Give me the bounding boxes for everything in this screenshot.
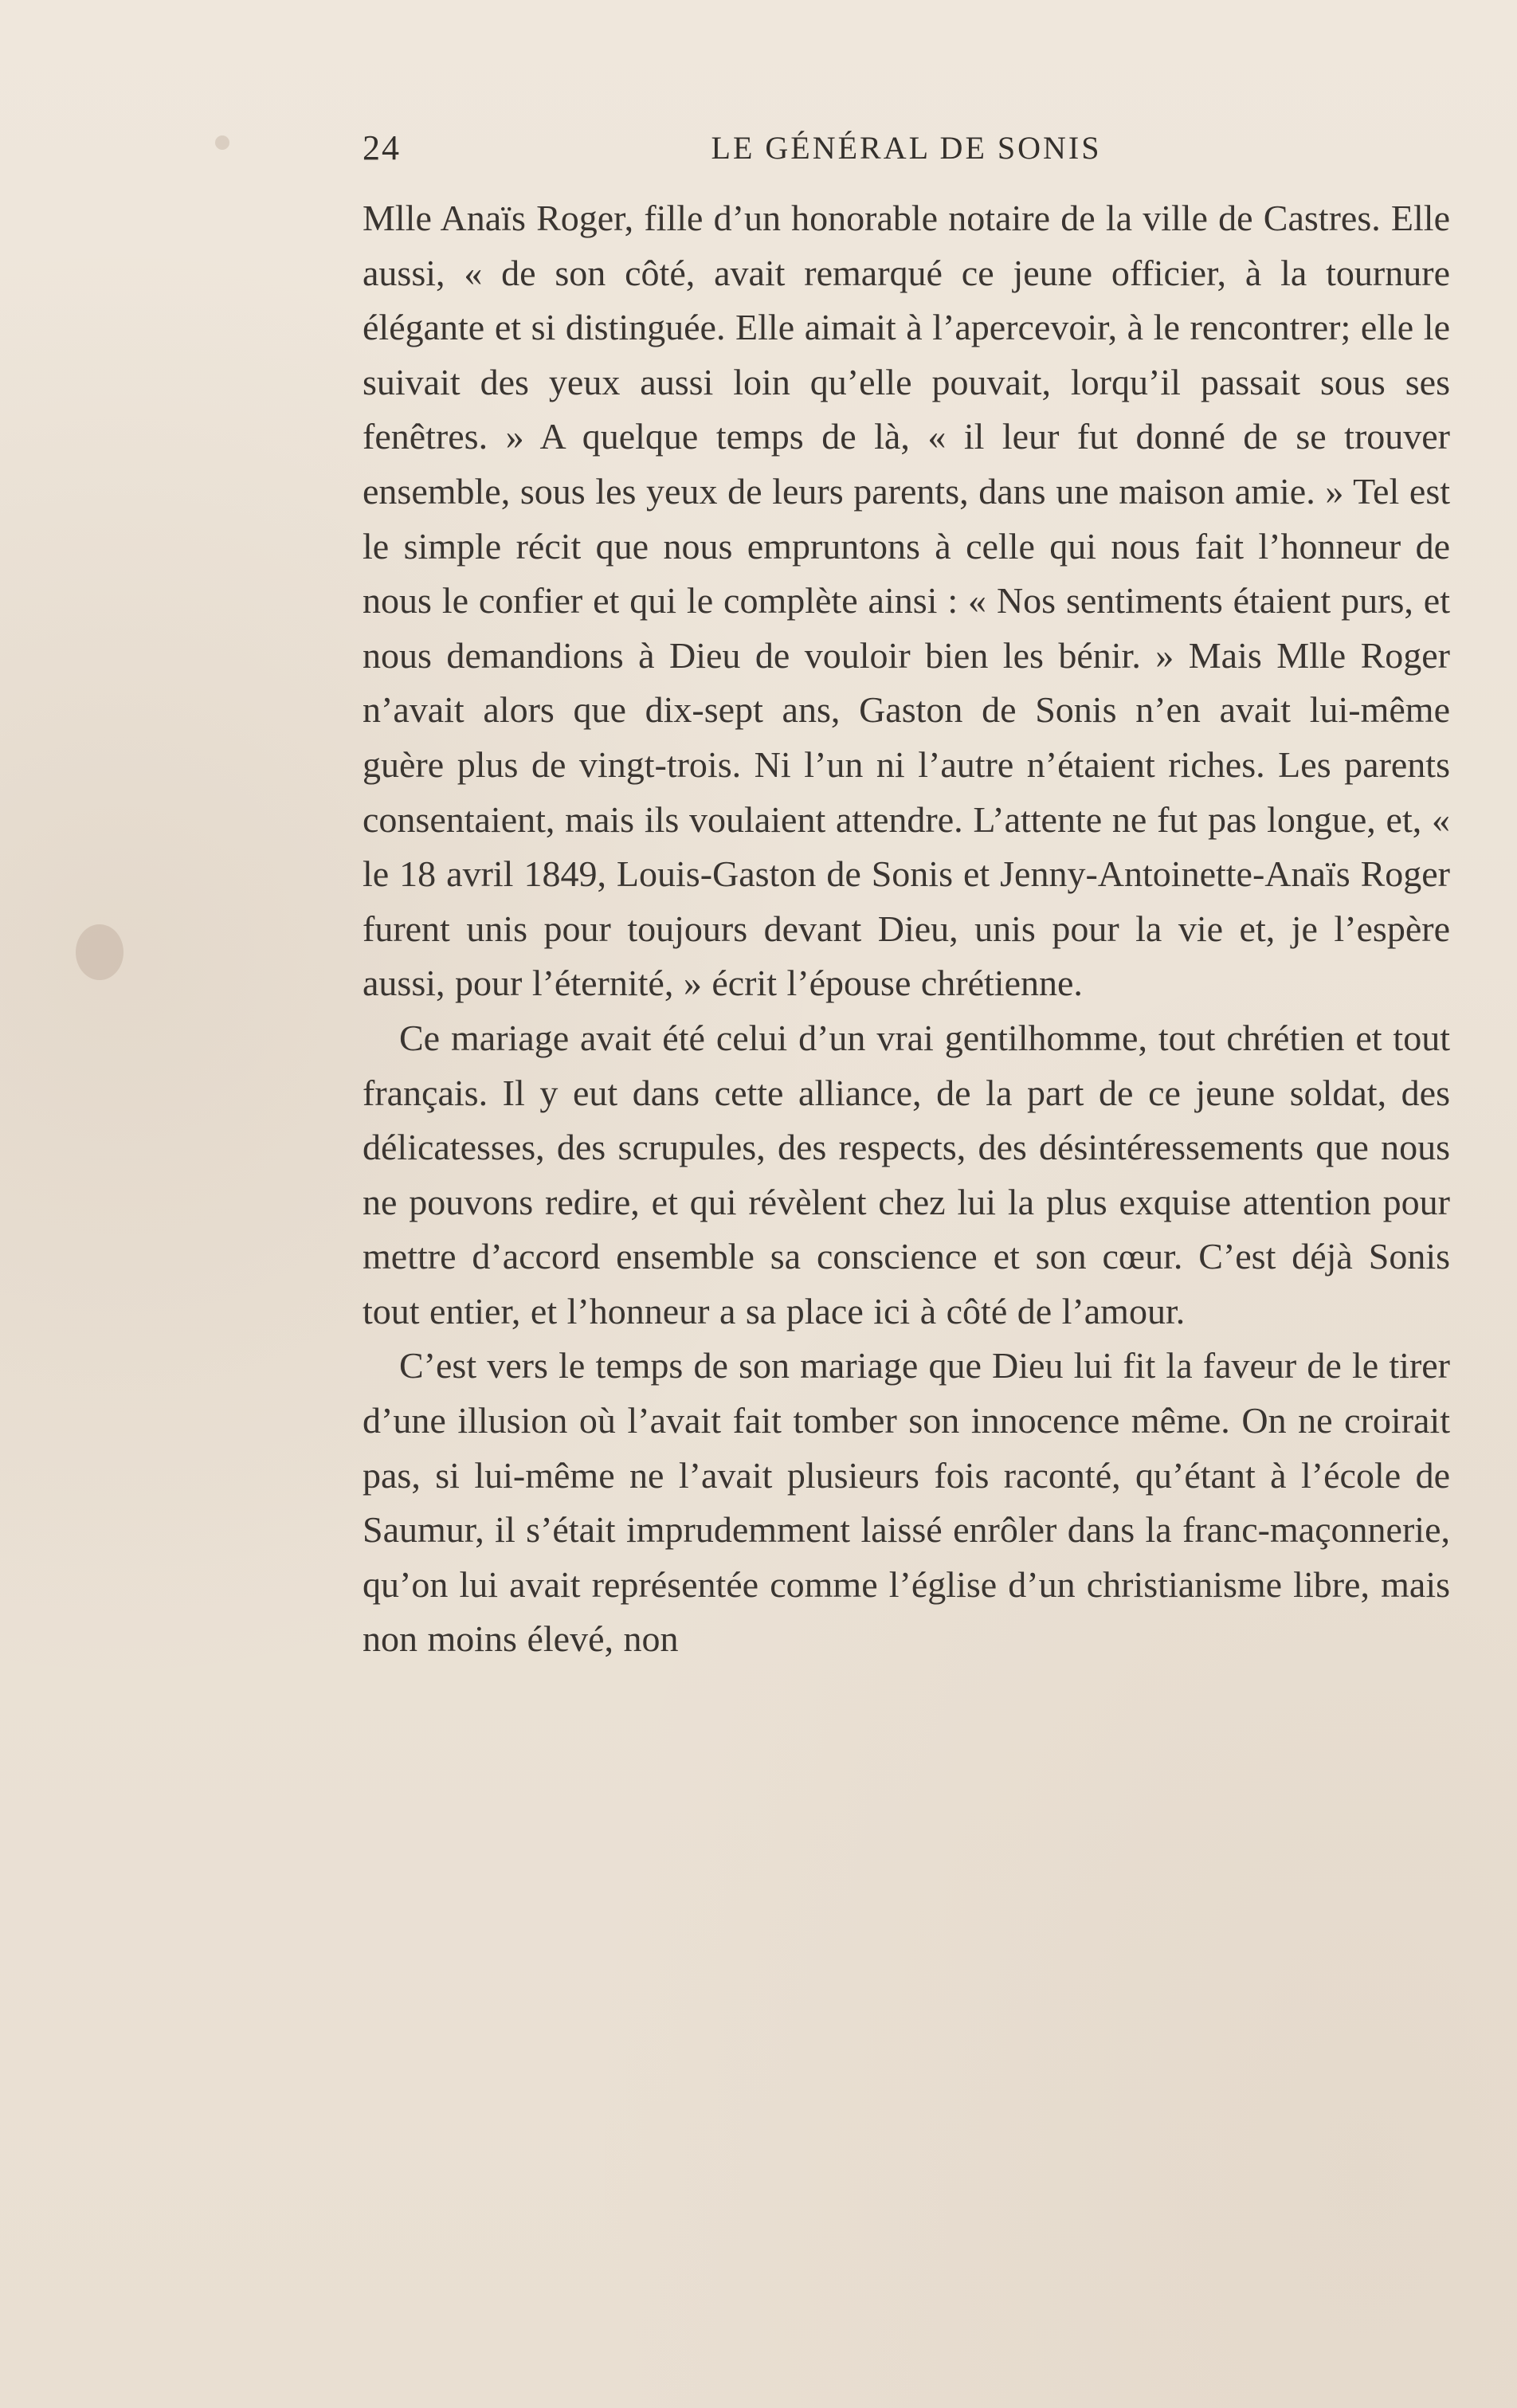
paper-stain: [215, 135, 229, 150]
paragraph-3: C’est vers le temps de son mariage que Dieu lui fit la faveur de le tirer d’une illusion où l’avait fait tomber son innocence même. On ne croirait pas, si lui-même ne l’avait plusieurs fois raconté, qu’étant à l’école de Saumur, il s’était imprudemment laissé enrôler dans la franc-maçonnerie, qu’on lui avait représentée comme l’église d’un christianisme libre, mais non moins élevé, non: [363, 1345, 1450, 1660]
paragraph-1: Mlle Anaïs Roger, fille d’un honorable notaire de la ville de Castres. Elle aussi, « de son côté, avait remarqué ce jeune officier, à la tournure élégante et si distinguée. Elle aimait à l’apercevoir, à le rencontrer; elle le suivait des yeux aussi loin qu’elle pouvait, lorqu’il passait sous ses fenêtres. » A quelque temps de là, « il leur fut donné de se trouver ensemble, sous les yeux de leurs parents, dans une maison amie. » Tel est le simple récit que nous empruntons à celle qui nous fait l’honneur de nous le confier et qui le complète ainsi : « Nos sentiments étaient purs, et nous demandions à Dieu de vouloir bien les bénir. » Mais Mlle Roger n’avait alors que dix-sept ans, Gaston de Sonis n’en avait lui-même guère plus de vingt-trois. Ni l’un ni l’autre n’étaient riches. Les parents consentaient, mais ils voulaient attendre. L’attente ne fut pas longue, et, « le 18 avril 1849, Louis-Gaston de Sonis et Jenny-Antoinette-Anaïs Roger furent unis pour toujours devant Dieu, unis pour la vie et, je l’espère aussi, pour l’éternité, » écrit l’épouse chrétienne.: [363, 198, 1450, 1004]
book-page: [363, 120, 1450, 1667]
running-title: LE GÉNÉRAL DE SONIS: [711, 130, 1102, 166]
body-text: [363, 191, 1450, 1667]
paper-stain: [76, 924, 123, 980]
page-number: 24: [363, 128, 401, 167]
paragraph-2: Ce mariage avait été celui d’un vrai gentilhomme, tout chrétien et tout français. Il y eut dans cette alliance, de la part de ce jeune soldat, des délicatesses, des scrupules, des respects, des désintéressements que nous ne pouvons redire, et qui révèlent chez lui la plus exquise attention pour mettre d’accord ensemble sa conscience et son cœur. C’est déjà Sonis tout entier, et l’honneur a sa place ici à côté de l’amour.: [363, 1017, 1450, 1331]
running-head: [363, 120, 1450, 175]
